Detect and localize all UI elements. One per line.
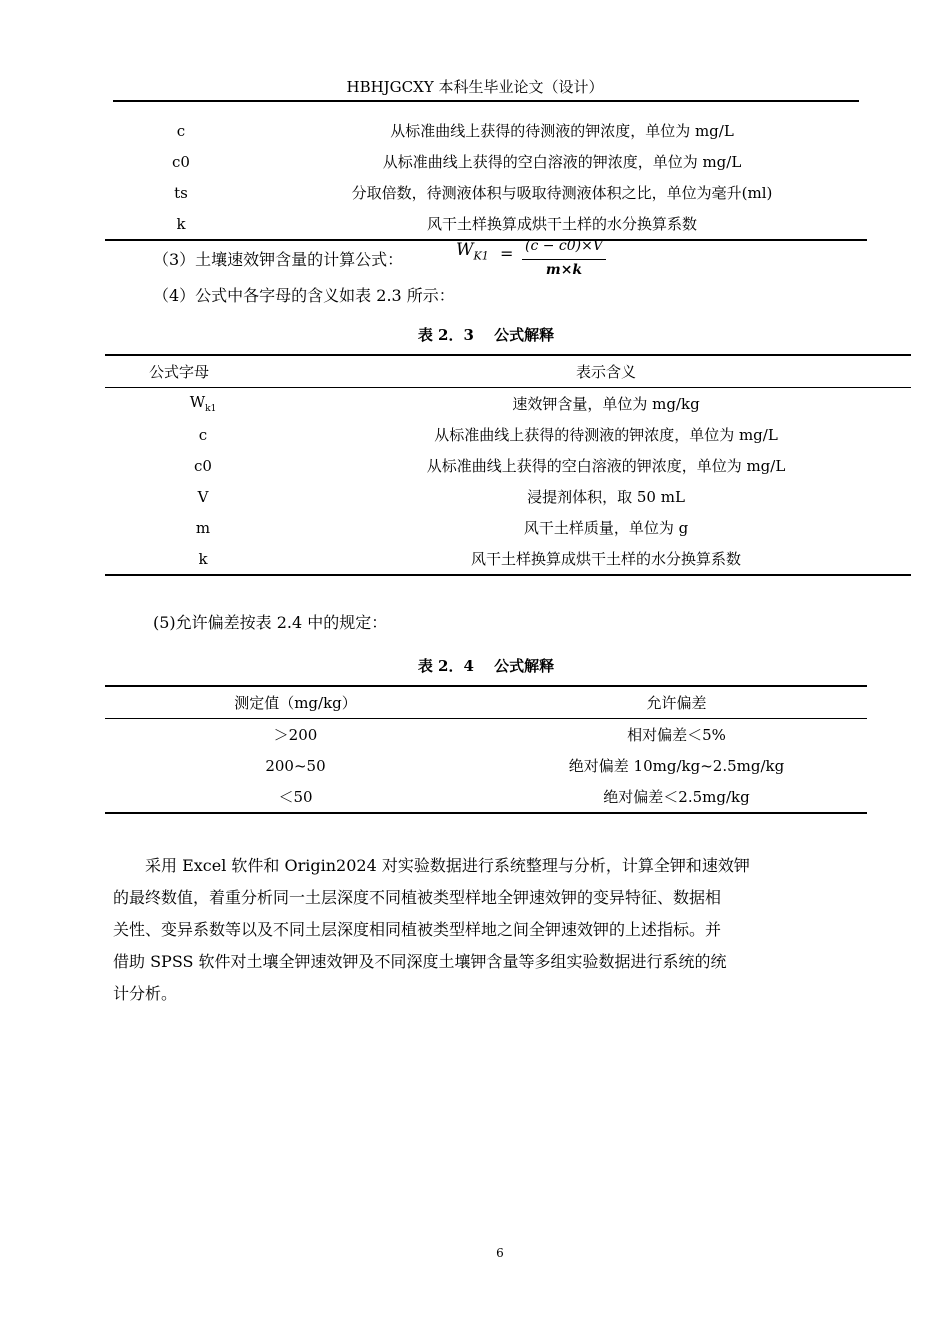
meaning-cell: 风干土样换算成烘干土样的水分换算系数: [470, 550, 741, 568]
formula-denominator: m×k: [545, 262, 583, 278]
symbol-cell: c0: [172, 152, 190, 171]
analysis-paragraph: [113, 850, 859, 1010]
tolerance-cell: 绝对偏差 10mg/kg~2.5mg/kg: [568, 757, 785, 775]
symbol-cell: ts: [174, 183, 188, 202]
table-row: [105, 719, 867, 751]
symbol-cell: c: [198, 425, 208, 444]
paragraph-line: 采用 Excel 软件和 Origin2024 对实验数据进行系统整理与分析，计算全钾和速效钾: [113, 856, 750, 875]
table-row: [105, 115, 867, 146]
table-row: [105, 208, 867, 240]
potassium-formula: [452, 238, 612, 286]
meaning-cell: 分取倍数，待测液体积与吸取待测液体积之比，单位为毫升(ml): [351, 184, 773, 202]
table-2-4: [105, 685, 867, 814]
table-header-row: [105, 355, 911, 388]
table-2-4-caption: 表 2．4 公式解释: [417, 657, 555, 675]
meaning-cell: 风干土样质量，单位为 g: [523, 519, 689, 537]
column-header: 测定值（mg/kg）: [105, 686, 486, 719]
table-row: [105, 146, 867, 177]
column-header: 公式字母: [105, 355, 301, 388]
meaning-cell: 从标准曲线上获得的待测液的钾浓度，单位为 mg/L: [434, 426, 778, 444]
table-header-row: [105, 686, 867, 719]
previous-table-continuation: [105, 115, 867, 241]
meaning-cell: 浸提剂体积，取 50 mL: [527, 488, 685, 506]
fraction-bar: [522, 259, 606, 260]
symbol-cell: k: [198, 549, 208, 568]
paragraph-line: 的最终数值，着重分析同一土层深度不同植被类型样地全钾速效钾的变异特征、数据相: [113, 888, 722, 907]
page-header: HBHJGCXY 本科生毕业论文（设计）: [346, 78, 604, 96]
tolerance-cell: 相对偏差＜5%: [627, 726, 726, 744]
symbol-cell: $W_{k1}$: [189, 393, 217, 414]
page-number: 6: [496, 1246, 504, 1260]
table-2-3: [105, 354, 911, 576]
table-2-3-caption: 表 2．3 公式解释: [417, 326, 555, 344]
table-row: [105, 543, 911, 575]
table-row: [105, 781, 867, 813]
value-cell: ＞200: [273, 726, 318, 744]
symbol-meaning-paragraph: （4）公式中各字母的含义如表 2.3 所示：: [153, 286, 455, 305]
meaning-cell: 速效钾含量，单位为 mg/kg: [512, 395, 700, 413]
header-rule: [113, 100, 859, 102]
meaning-cell: 风干土样换算成烘干土样的水分换算系数: [426, 215, 697, 233]
formula-numerator: (c − c0)×V: [525, 238, 603, 254]
meaning-cell: 从标准曲线上获得的空白溶液的钾浓度，单位为 mg/L: [426, 457, 786, 475]
table-row: [105, 419, 911, 450]
paragraph-line: 借助 SPSS 软件对土壤全钾速效钾及不同深度土壤钾含量等多组实验数据进行系统的统: [113, 952, 727, 971]
meaning-cell: 从标准曲线上获得的空白溶液的钾浓度，单位为 mg/L: [382, 153, 742, 171]
symbol-cell: V: [197, 487, 209, 506]
column-header: 允许偏差: [486, 686, 867, 719]
formula-equals: =: [500, 244, 514, 263]
value-cell: ＜50: [278, 788, 313, 806]
table-row: [105, 388, 911, 420]
table-row: [105, 750, 867, 781]
table-row: [105, 177, 867, 208]
column-header: 表示含义: [301, 355, 911, 388]
symbol-cell: k: [176, 214, 186, 233]
meaning-cell: 从标准曲线上获得的待测液的钾浓度，单位为 mg/L: [390, 122, 734, 140]
paragraph-line: 关性、变异系数等以及不同土层深度相同植被类型样地之间全钾速效钾的上述指标。并: [113, 920, 722, 939]
symbol-cell: c0: [194, 456, 212, 475]
paragraph-line: 计分析。: [113, 984, 178, 1003]
symbol-cell: c: [176, 121, 186, 140]
tolerance-paragraph: (5)允许偏差按表 2.4 中的规定：: [153, 613, 388, 632]
table-row: [105, 450, 911, 481]
formula-lhs: $W_{K1}$: [456, 240, 489, 263]
symbol-cell: m: [195, 518, 211, 537]
tolerance-cell: 绝对偏差＜2.5mg/kg: [603, 788, 750, 806]
value-cell: 200~50: [265, 756, 326, 775]
table-row: [105, 481, 911, 512]
formula-intro-paragraph: （3）土壤速效钾含量的计算公式：: [153, 250, 404, 269]
table-row: [105, 512, 911, 543]
